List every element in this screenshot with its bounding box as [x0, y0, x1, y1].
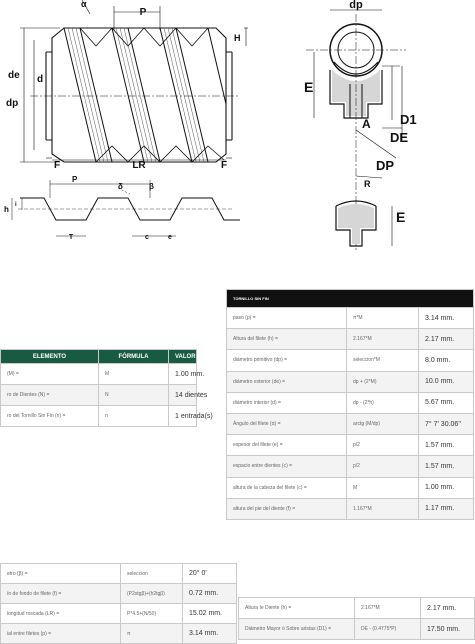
row-label: ín de fondo de filete (f) =: [1, 584, 121, 604]
profile-pitch-label: P: [72, 175, 78, 184]
table-row: [1, 364, 197, 385]
row-label: longitud roscada (LR) =: [1, 604, 121, 624]
section-E-lower-label: E: [396, 209, 406, 225]
table-row: [227, 456, 474, 477]
section-R-label: R: [364, 179, 371, 189]
row-value: 10.0 mm.: [419, 371, 474, 392]
row-value: 0.72 mm.: [183, 584, 237, 604]
row-formula: seleccion*M: [347, 350, 419, 371]
flank-left-label: F: [54, 160, 61, 171]
worm-screw-drawing: [0, 0, 240, 175]
section-DE-label: DE: [390, 130, 409, 145]
table-row: [239, 619, 475, 640]
profile-delta-label: δ: [118, 182, 123, 191]
row-label: paso (p) =: [227, 308, 347, 329]
row-label: (M) =: [1, 364, 99, 385]
row-formula: DE - (0.4775*P): [355, 619, 421, 640]
profile-height-label: h: [4, 205, 9, 214]
row-value: 5.67 mm.: [419, 392, 474, 413]
row-formula: M: [99, 364, 169, 385]
table-row: [227, 371, 474, 392]
row-value: 2.17 mm.: [421, 598, 475, 619]
row-value: 15.02 mm.: [183, 604, 237, 624]
row-formula: (P2xtgβ)+(h2tgβ): [121, 584, 183, 604]
table-row: [227, 477, 474, 498]
table-row: [227, 498, 474, 519]
row-label: Ángulo del filete (α) =: [227, 413, 347, 434]
table-title: TORNILLO SIN FIN: [227, 290, 474, 308]
column-header: ELEMENTO: [1, 350, 99, 364]
table-row: [1, 584, 237, 604]
section-DP-label: DP: [376, 158, 395, 173]
row-formula: N: [99, 385, 169, 406]
table-row: [239, 598, 475, 619]
row-formula: 2.167*M: [355, 598, 421, 619]
pitch-label: P: [139, 7, 147, 18]
row-formula: p/2: [347, 456, 419, 477]
table-row: [1, 406, 197, 427]
table-row: [227, 392, 474, 413]
row-formula: 2.167*M: [347, 329, 419, 350]
row-value: 1.57 mm.: [419, 435, 474, 456]
row-formula: π: [121, 624, 183, 644]
table-row: [227, 329, 474, 350]
table-row: [227, 308, 474, 329]
outer-diameter-label: de: [8, 70, 20, 81]
row-label: diámetro interior (d) =: [227, 392, 347, 413]
root-diameter-label: d: [37, 74, 44, 85]
row-value: 17.50 mm.: [421, 619, 475, 640]
row-value: 1 entrada(s): [169, 406, 197, 427]
profile-beta-label: β: [149, 182, 154, 191]
height-label: H: [234, 33, 241, 43]
profile-tooth-label: T: [68, 234, 74, 241]
row-formula: M: [347, 477, 419, 498]
row-formula: dp + (2*M): [347, 371, 419, 392]
section-D1-label: D1: [400, 112, 417, 127]
row-label: etro (β) =: [1, 564, 121, 584]
row-label: ro del Tornillo Sin Fin (n) =: [1, 406, 99, 427]
row-value: 3.14 mm.: [419, 308, 474, 329]
elementos-table: [0, 349, 213, 427]
table-header-row: [227, 290, 474, 308]
row-label: altura de la cabeza del filete (c) =: [227, 477, 347, 498]
row-value: 8.0 mm.: [419, 350, 474, 371]
row-label: ial entre filetes (p) =: [1, 624, 121, 644]
table-header-row: [1, 350, 197, 364]
row-formula: P*4.5+(N/50): [121, 604, 183, 624]
row-value: 1.17 mm.: [419, 498, 474, 519]
thread-profile-drawing: [0, 172, 240, 244]
row-label: ro de Dientes (N) =: [1, 385, 99, 406]
row-value: 3.14 mm.: [183, 624, 237, 644]
worm-wheel-section-drawing: [296, 0, 474, 272]
row-value: 1.57 mm.: [419, 456, 474, 477]
tornillo-sin-fin-table: [226, 289, 474, 520]
row-formula: seleccion: [121, 564, 183, 584]
row-label: diámetro primitivo (dp) =: [227, 350, 347, 371]
row-label: diámetro exterior (de) =: [227, 371, 347, 392]
alpha-label: α: [81, 0, 87, 9]
row-label: Altura Ie Diente (h) =: [239, 598, 355, 619]
section-E-label: E: [304, 79, 314, 95]
table-row: [1, 564, 237, 584]
row-formula: 1.167*M: [347, 498, 419, 519]
row-formula: arctg (M/dp): [347, 413, 419, 434]
column-header: VALOR: [169, 350, 197, 364]
row-formula: π*M: [347, 308, 419, 329]
table-row: [1, 624, 237, 644]
thread-length-label: LR: [132, 160, 146, 171]
table-row: [227, 350, 474, 371]
pitch-diameter-label: dp: [6, 98, 19, 109]
table-row: [1, 385, 197, 406]
table-row: [227, 413, 474, 434]
row-label: altura del pie del diente (f) =: [227, 498, 347, 519]
profile-depth-label: i: [15, 202, 17, 208]
row-label: Altura del filete (h) =: [227, 329, 347, 350]
row-formula: n: [99, 406, 169, 427]
row-value: 1.00 mm.: [169, 364, 197, 385]
row-label: Diámetro Mayor ó Sobre aristas (D1) =: [239, 619, 355, 640]
table-row: [227, 435, 474, 456]
row-value: 20° 0': [183, 564, 237, 584]
table-row: [1, 604, 237, 624]
row-label: espesor del filete (e) =: [227, 435, 347, 456]
flank-right-label: F: [221, 160, 228, 171]
row-value: 7° 7' 30.06": [419, 413, 474, 434]
profile-e-label: e: [168, 234, 172, 241]
row-value: 1.00 mm.: [419, 477, 474, 498]
row-value: 14 dientes: [169, 385, 197, 406]
bottom-right-table: [238, 597, 475, 640]
section-A-label: A: [362, 117, 371, 131]
profile-c-label: c: [145, 234, 149, 241]
section-dp-label: dp: [349, 0, 363, 11]
row-value: 2.17 mm.: [419, 329, 474, 350]
bottom-left-table: [0, 563, 237, 644]
row-formula: p/2: [347, 435, 419, 456]
row-label: espacio entre dientes (c) =: [227, 456, 347, 477]
column-header: FÓRMULA: [99, 350, 169, 364]
row-formula: dp - (2*h): [347, 392, 419, 413]
